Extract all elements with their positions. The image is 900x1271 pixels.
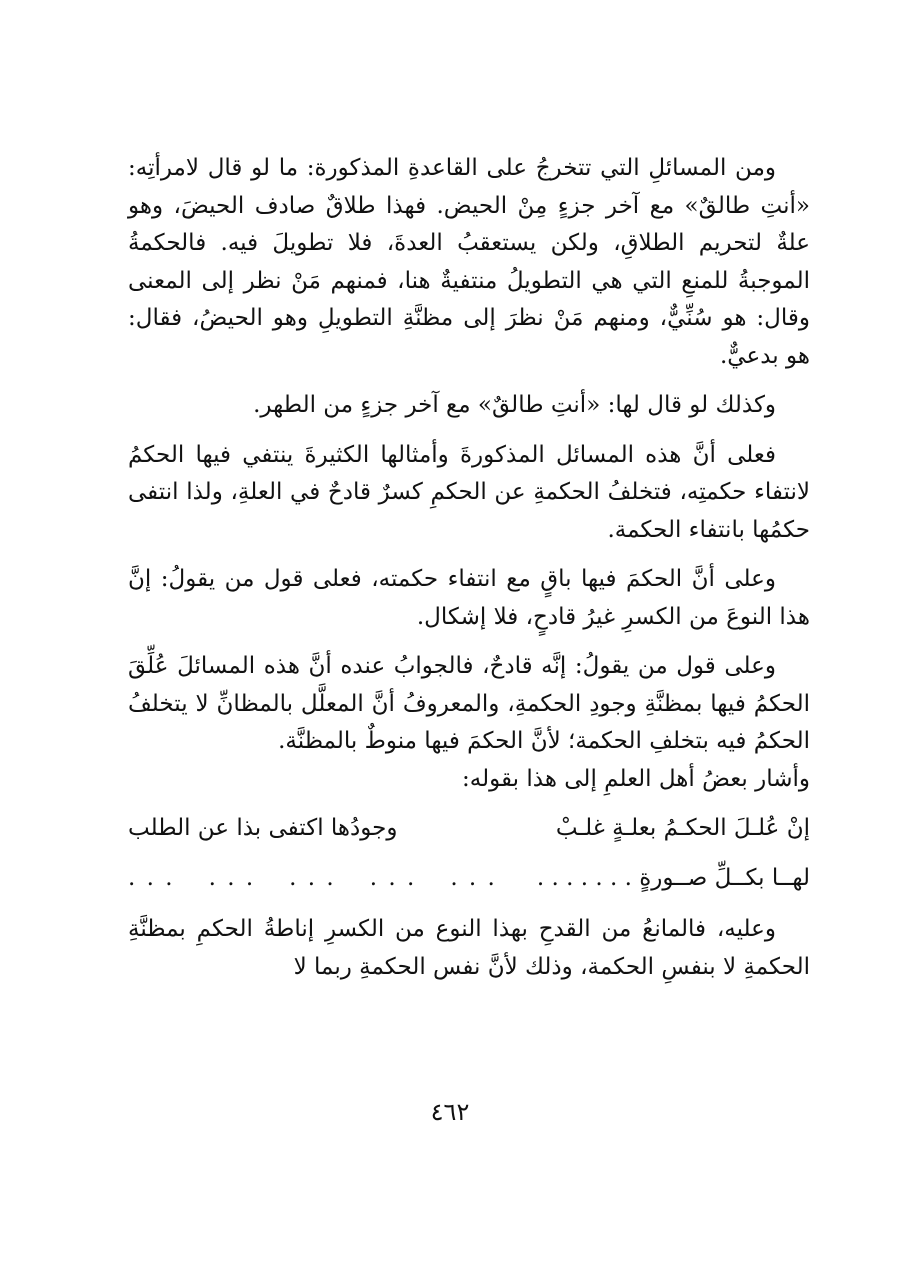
- paragraph-3: فعلى أنَّ هذه المسائل المذكورةَ وأمثالها الكثيرةَ ينتفي فيها الحكمُ لانتفاء حكمتِه، فتخلفُ الحكمةِ عن الحكمِ كسرٌ قادحٌ في العلةِ، ولذا انتفى حكمُها بانتفاء الحكمة.: [128, 441, 810, 543]
- verse-hemistich-left: وجودُها اكتفى بذا عن الطلب: [128, 815, 398, 841]
- paragraph-5: وعلى قول من يقولُ: إنَّه قادحٌ، فالجوابُ عنده أنَّ هذه المسائلَ عُلِّقَ الحكمُ فيها بمظنَّةِ وجودِ الحكمةِ، والمعروفُ أنَّ المعلَّل بالمظانِّ لا يتخلفُ الحكمُ فيه بتخلفِ الحكمة؛ لأنَّ الحكمَ فيها منوطٌ بالمظنَّة.: [128, 653, 810, 754]
- ellipsis: . . .: [289, 864, 336, 891]
- ellipsis: . . .: [128, 864, 175, 891]
- ellipsis: . . .: [450, 864, 497, 891]
- paragraph-closing: وعليه، فالمانعُ من القدحِ بهذا النوع من الكسرِ إناطةُ الحكمِ بمظنَّةِ الحكمةِ لا بنفسِ الحكمة، وذلك لأنَّ نفس الحكمةِ ربما لا: [128, 916, 810, 980]
- ellipsis: . . .: [369, 864, 417, 891]
- page-number: ٤٦٢: [430, 1098, 470, 1126]
- paragraph-6: وأشار بعضُ أهل العلمِ إلى هذا بقوله:: [462, 765, 810, 792]
- paragraph-4: وعلى أنَّ الحكمَ فيها باقٍ مع انتفاء حكمته، فعلى قول من يقولُ: إنَّ هذا النوعَ من الكسرِ غيرُ قادحٍ، فلا إشكال.: [128, 566, 810, 630]
- verse-line-2-text: لهــا بكــلِّ صــورةٍ . . . . . . .: [536, 864, 810, 891]
- verse-line-1: [128, 810, 810, 848]
- ellipsis: . . .: [208, 864, 256, 891]
- verse-hemistich-right: إنْ عُلـلَ الحكـمُ بعلـةٍ غلـبْ: [555, 815, 810, 841]
- verse-ellipsis-group: [128, 860, 497, 898]
- page-body: [128, 150, 810, 998]
- paragraph-2: وكذلك لو قال لها: «أنتِ طالقٌ» مع آخر جزءٍ من الطهر.: [253, 392, 776, 418]
- paragraph-1: ومن المسائلِ التي تتخرجُ على القاعدةِ المذكورة: ما لو قال لامرأتِه: «أنتِ طالقٌ» مع آخر جزءٍ مِنْ الحيض. فهذا طلاقٌ صادف الحيضَ، وهو علةٌ لتحريم الطلاقِ، ولكن يستعقبُ العدةَ، فلا تطويلَ فيه. فالحكمةُ الموجبةُ للمنعِ التي هي التطويلُ منتفيةٌ هنا، فمنهم مَنْ نظر إلى المعنى وقال: هو سُنِّيٌّ، ومنهم مَنْ نظرَ إلى مظنَّةِ التطويلِ وهو الحيضُ، فقال: هو بدعيٌّ.: [128, 155, 810, 369]
- verse-line-2: [128, 860, 810, 898]
